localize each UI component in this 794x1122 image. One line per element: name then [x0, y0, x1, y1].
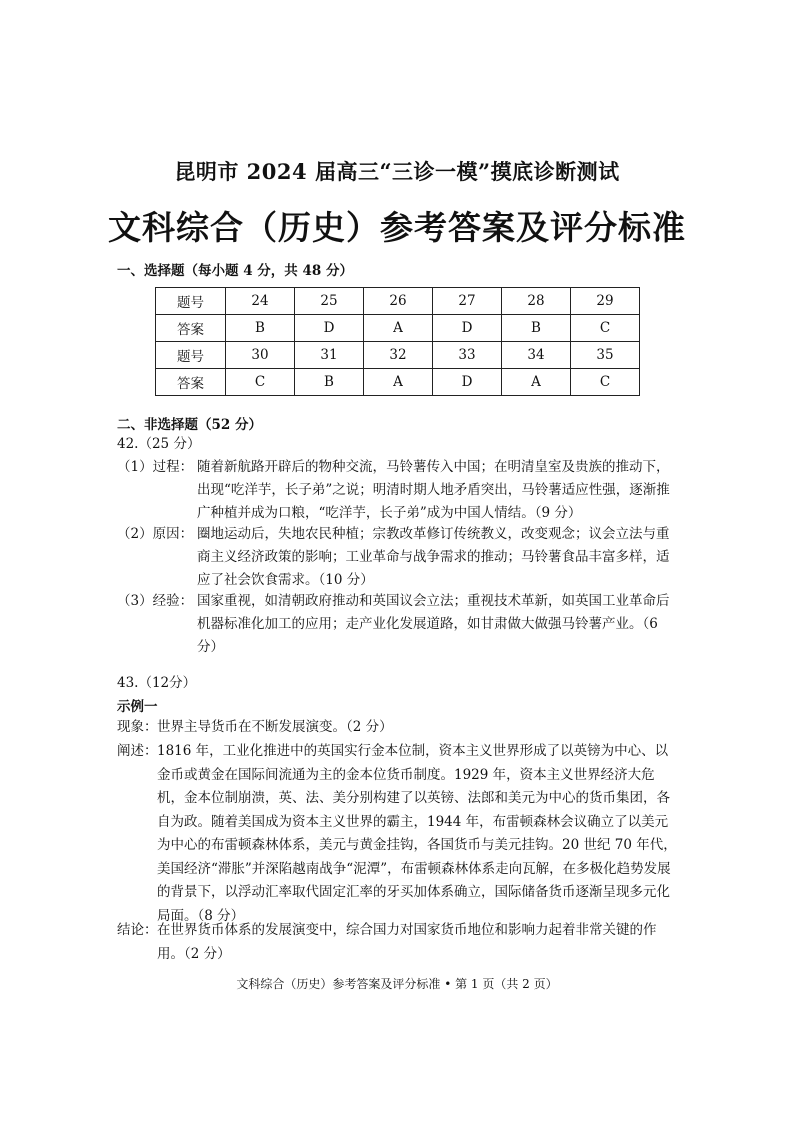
question-number: 32	[364, 342, 433, 369]
question-number: 28	[502, 288, 571, 315]
answer-cell: C	[571, 369, 640, 396]
row-label: 题号	[156, 288, 226, 315]
part-label: （3）经验：	[117, 593, 194, 609]
phenomenon	[117, 716, 679, 740]
answer-table	[155, 287, 640, 396]
q42-header: 42.（25 分）	[117, 436, 201, 452]
part-text: 圈地运动后，失地农民种植；宗教改革修订传统教义，改变观念；议会立法与重商主义经济政策的影响；工业革命与战争需求的推动；马铃薯食品丰富多样，适应了社会饮食需求。（10 分）	[197, 526, 670, 588]
answer-cell: C	[226, 369, 295, 396]
question-number: 27	[433, 288, 502, 315]
part-text: 国家重视，如清朝政府推动和英国议会立法；重视技术革新，如英国工业革命后机器标准化加工的应用；走产业化发展道路，如甘肃做大做强马铃薯产业。（6 分）	[197, 593, 670, 655]
question-number: 34	[502, 342, 571, 369]
table-row	[156, 369, 640, 396]
answer-cell: B	[502, 315, 571, 342]
question-number: 31	[295, 342, 364, 369]
page-footer: 文科综合（历史）参考答案及评分标准 • 第 1 页（共 2 页）	[236, 977, 558, 991]
q43-header: 43.（12分）	[117, 675, 197, 691]
question-number: 25	[295, 288, 364, 315]
question-number: 29	[571, 288, 640, 315]
table-row	[156, 288, 640, 315]
part-label: （1）过程：	[117, 459, 194, 475]
table-row	[156, 342, 640, 369]
table-row	[156, 315, 640, 342]
exam-title: 昆明市 2024 届高三“三诊一模”摸底诊断测试	[174, 159, 620, 184]
example-label: 示例一	[117, 699, 158, 715]
answer-cell: A	[364, 369, 433, 396]
answer-cell: D	[433, 369, 502, 396]
question-number: 26	[364, 288, 433, 315]
explanation	[117, 740, 679, 928]
question-number: 35	[571, 342, 640, 369]
phenomenon-text: 世界主导货币在不断发展演变。（2 分）	[157, 719, 393, 735]
answer-key-title: 文科综合（历史）参考答案及评分标准	[108, 208, 686, 247]
row-label: 题号	[156, 342, 226, 369]
question-number: 30	[226, 342, 295, 369]
explain-text: 1816 年，工业化推进中的英国实行金本位制，资本主义世界形成了以英镑为中心、以金币或黄金在国际间流通为主的金本位货币制度。1929 年，资本主义世界经济大危机，金本位制崩溃，英、法、美分别构建了以英镑、法郎和美元为中心的货币集团，各自为政。随着美国成为资本主义世界的霸主，1944 年，布雷顿森林会议确立了以美元为中心的布雷顿森林体系，美元与黄金挂钩，各国货币与美元挂钩。20 世纪 70 年代，美国经济“滞胀”并深陷越南战争“泥潭”，布雷顿森林体系走向瓦解，在多极化趋势发展的背景下，以浮动汇率取代固定汇率的牙买加体系确立，国际储备货币逐渐呈现多元化局面。（8 分）	[157, 743, 677, 924]
conclusion	[117, 919, 679, 966]
answer-cell: B	[226, 315, 295, 342]
answer-cell: B	[295, 369, 364, 396]
answer-cell: A	[502, 369, 571, 396]
answer-cell: D	[295, 315, 364, 342]
q42-part2	[117, 523, 677, 592]
conclusion-text: 在世界货币体系的发展演变中，综合国力对国家货币地位和影响力起着非常关键的作用。（2 分）	[157, 922, 657, 962]
question-number: 33	[433, 342, 502, 369]
q42-part3	[117, 590, 677, 659]
part-label: （2）原因：	[117, 526, 194, 542]
question-number: 24	[226, 288, 295, 315]
answer-cell: D	[433, 315, 502, 342]
answer-cell: C	[571, 315, 640, 342]
q42-part1	[117, 456, 677, 525]
answer-cell: A	[364, 315, 433, 342]
phenomenon-label: 现象：	[117, 719, 158, 735]
section1-heading: 一、选择题（每小题 4 分，共 48 分）	[117, 263, 353, 279]
explain-label: 阐述：	[117, 743, 158, 759]
row-label: 答案	[156, 315, 226, 342]
part-text: 随着新航路开辟后的物种交流，马铃薯传入中国；在明清皇室及贵族的推动下，出现“吃洋芋，长子弟”之说；明清时期人地矛盾突出，马铃薯适应性强，逐渐推广种植并成为口粮，“吃洋芋，长子弟”成为中国人情结。（9 分）	[197, 459, 670, 521]
row-label: 答案	[156, 369, 226, 396]
section2-heading: 二、非选择题（52 分）	[117, 417, 262, 433]
conclusion-label: 结论：	[117, 922, 158, 938]
